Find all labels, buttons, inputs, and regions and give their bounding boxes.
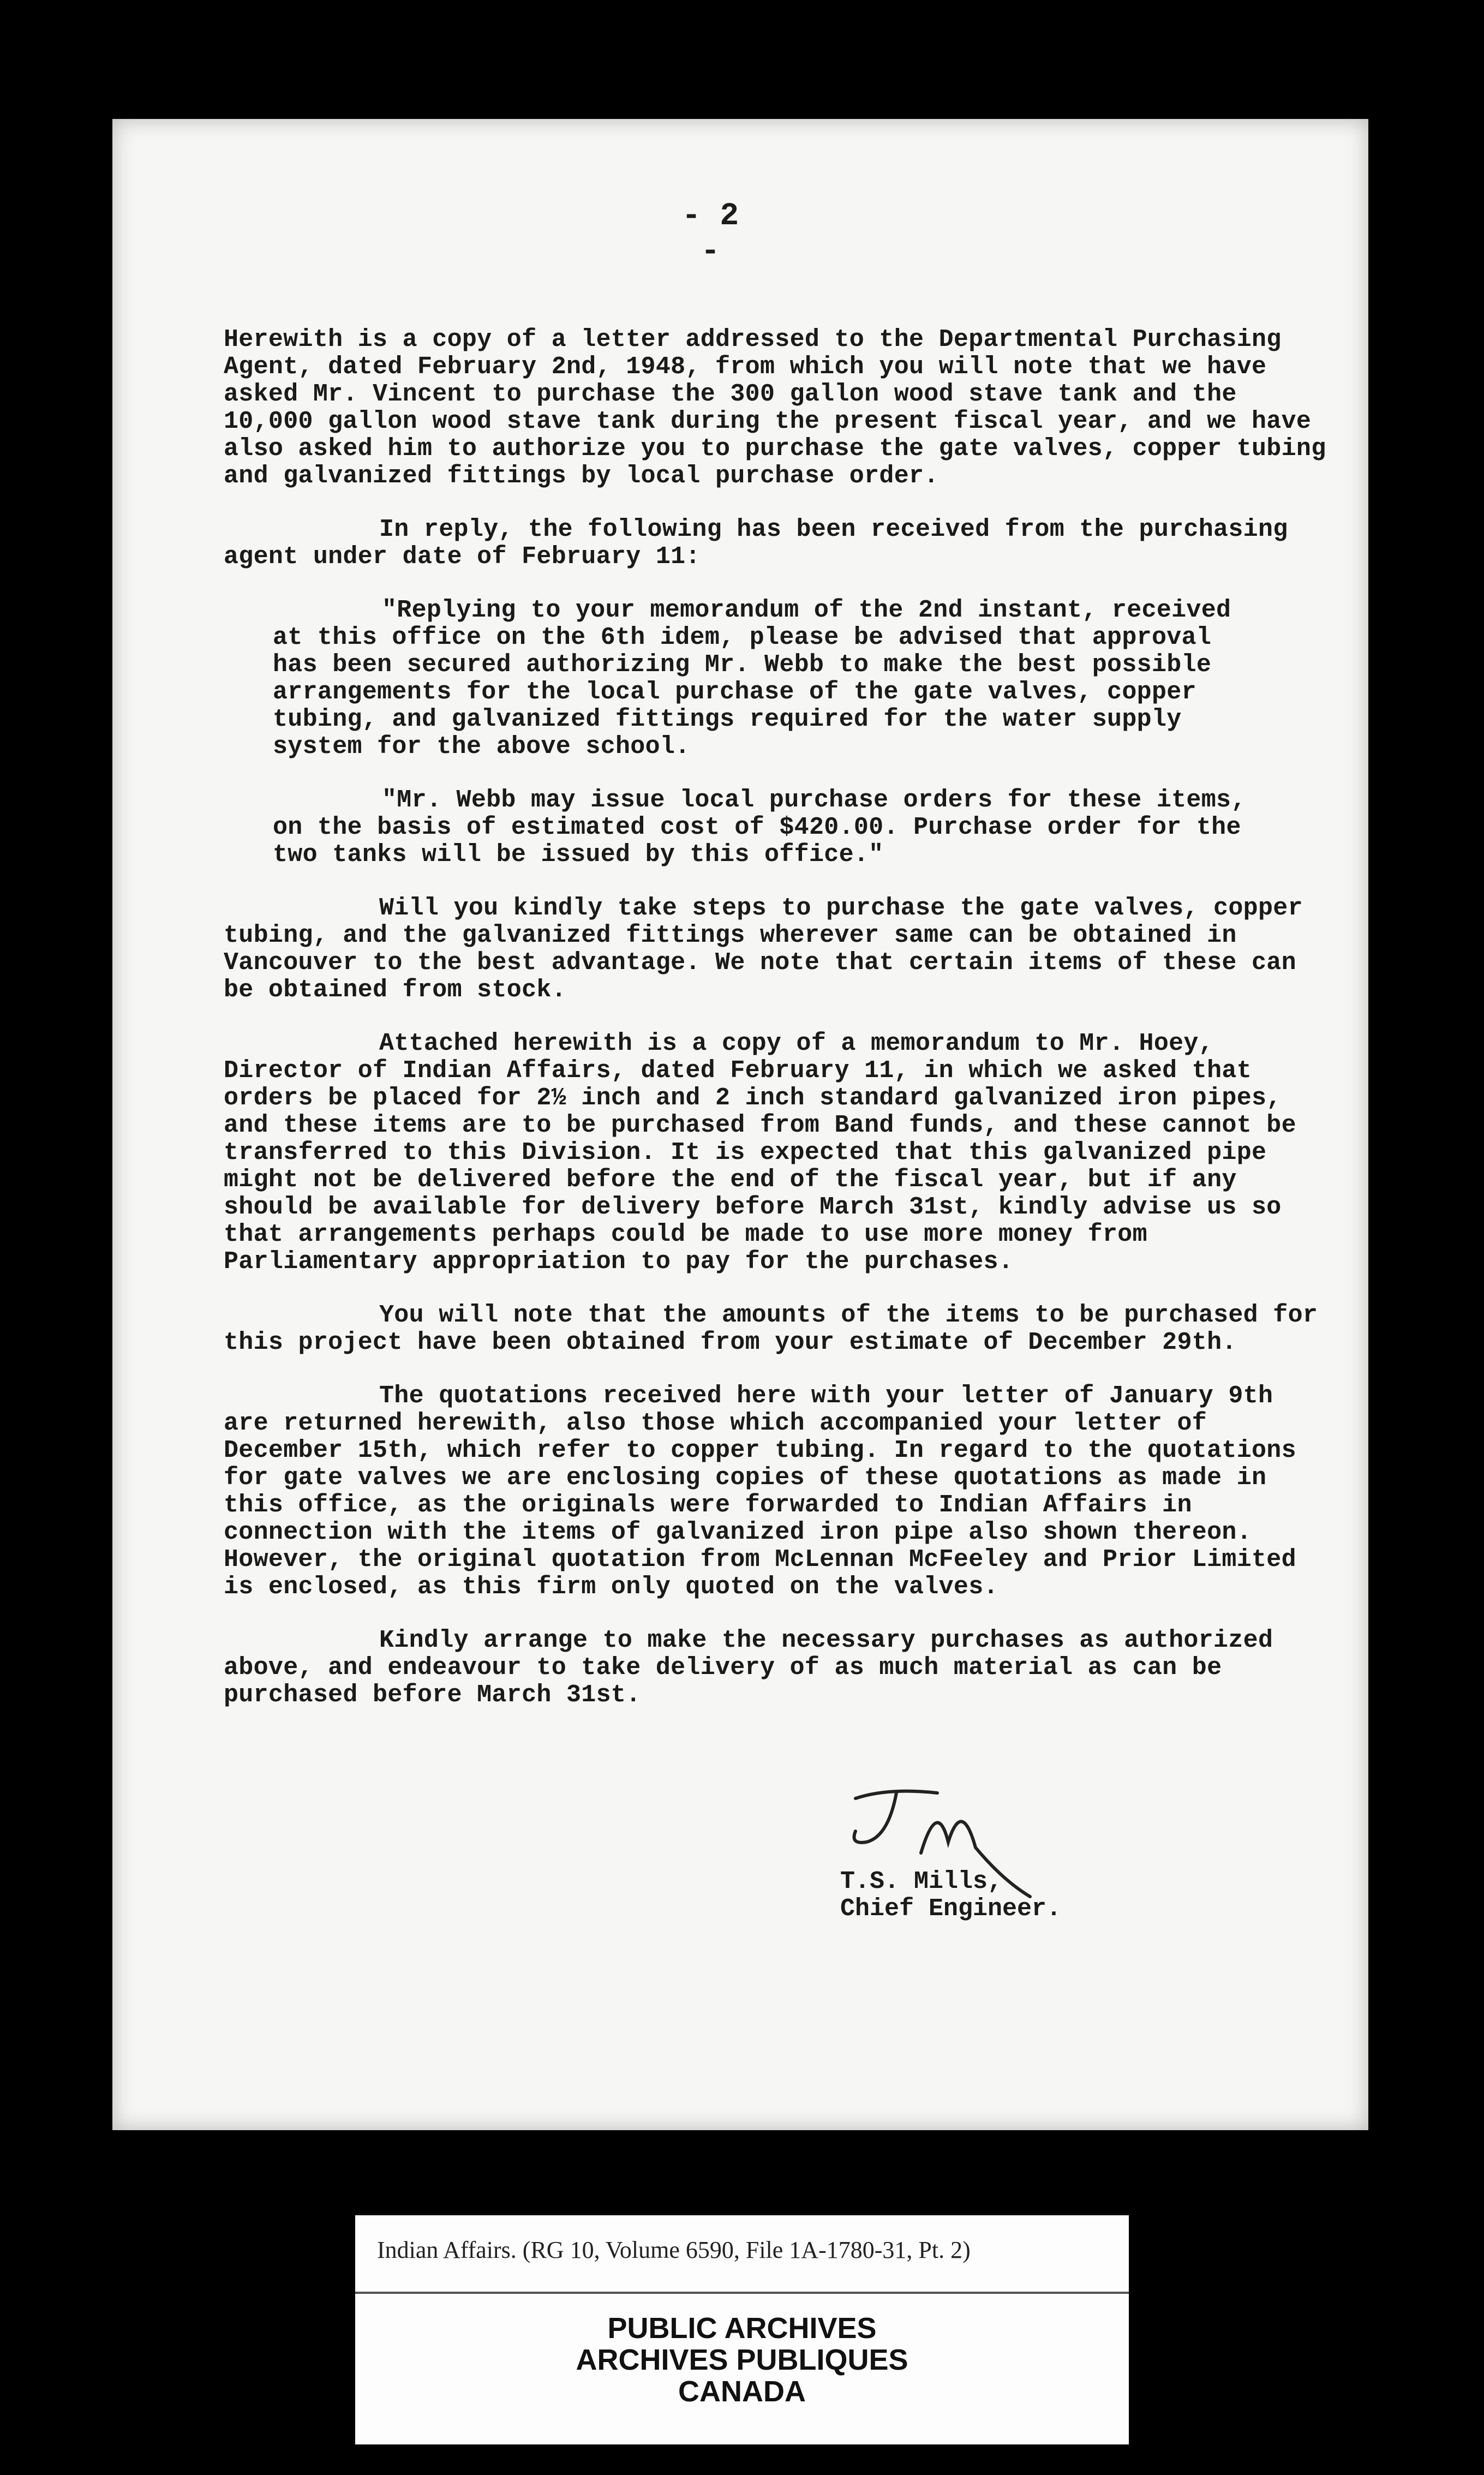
archive-line-3: CANADA: [678, 2375, 806, 2408]
paragraph-7: Kindly arrange to make the necessary purchases as authorized above, and endeavour to take delivery of as much material as can be purchased before March 31st.: [224, 1627, 1273, 1709]
paragraph-6: The quotations received here with your letter of January 9th are returned herewith, also those which accompanied your letter of December 15th, which refer to copper tubing. In regard to the quotations for gate valves we are enclosing copies of these quotations as made in this office, as the originals were forwarded to Indian Affairs in connection with the items of galvanized iron pipe also shown thereon. However, the original quotation from McLennan McFeeley and Prior Limited is enclosed, as this firm only quoted on the valves.: [224, 1382, 1296, 1601]
paragraph-1: Herewith is a copy of a letter addressed to the Departmental Purchasing Agent, dated February 2nd, 1948, from which you will note that we have asked Mr. Vincent to purchase the 300 gallon wood stave tank and the 10,000 gallon wood stave tank during the present fiscal year, and we have also asked him to authorize you to purchase the gate valves, copper tubing and galvanized fittings by local purchase order.: [224, 326, 1326, 490]
archive-line-2: ARCHIVES PUBLIQUES: [576, 2344, 908, 2376]
archive-label: [355, 2215, 1129, 2444]
label-divider: [355, 2292, 1129, 2294]
quoted-paragraph-1: "Replying to your memorandum of the 2nd instant, received at this office on the 6th idem, please be advised that approval has been secured authorizing Mr. Webb to make the best possible arrangements for the local purchase of the gate valves, copper tubing, and galvanized fittings required for the water supply system for the above school.: [273, 596, 1231, 761]
signature-block: [840, 1868, 1168, 1923]
signer-name: T.S. Mills,: [840, 1868, 1003, 1896]
paragraph-3: Will you kindly take steps to purchase the gate valves, copper tubing, and the galvanized fittings wherever same can be obtained in Vancouver to the best advantage. We note that certain items of these can be obtained from stock.: [224, 894, 1303, 1004]
letter-body: [224, 326, 1331, 1735]
archive-reference: Indian Affairs. (RG 10, Volume 6590, File 1A-1780-31, Pt. 2): [377, 2237, 971, 2263]
archive-line-1: PUBLIC ARCHIVES: [607, 2312, 877, 2345]
quoted-paragraph-2: "Mr. Webb may issue local purchase orders for these items, on the basis of estimated cost of $420.00. Purchase order for the two tanks will be issued by this office.": [273, 786, 1246, 869]
paragraph-4: Attached herewith is a copy of a memorandum to Mr. Hoey, Director of Indian Affairs, dated February 11, in which we asked that orders be placed for 2½ inch and 2 inch standard galvanized iron pipes, and these items are to be purchased from Band funds, and these cannot be transferred to this Division. It is expected that this galvanized pipe might not be delivered before the end of the fiscal year, but if any should be available for delivery before March 31st, kindly advise us so that arrangements perhaps could be made to use more money from Parliamentary appropriation to pay for the purchases.: [224, 1030, 1296, 1276]
paragraph-5: You will note that the amounts of the items to be purchased for this project have been obtained from your estimate of December 29th.: [224, 1301, 1318, 1356]
archive-stamp: [355, 2312, 1129, 2407]
page-number: - 2 -: [681, 199, 739, 270]
signer-title: Chief Engineer.: [840, 1895, 1062, 1923]
paragraph-2: In reply, the following has been received from the purchasing agent under date of February 11:: [224, 516, 1288, 571]
